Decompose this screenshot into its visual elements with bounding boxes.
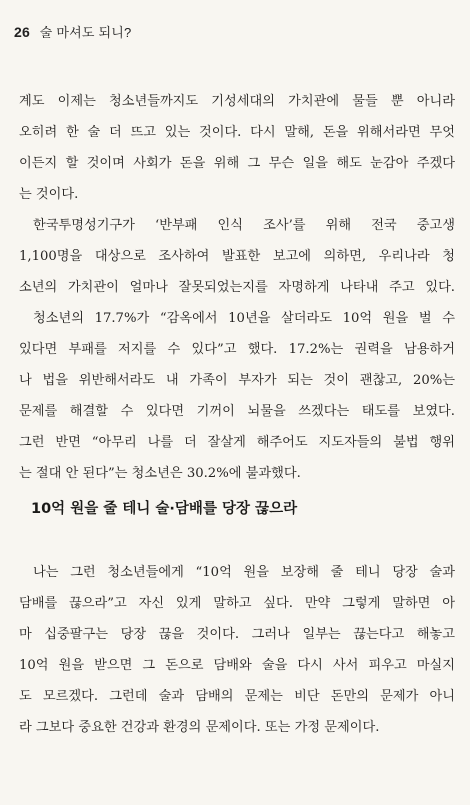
text-line: 문제를 해결할 수 있다면 기꺼이 뇌물을 쓰겠다는 태도를 보였다. bbox=[19, 404, 455, 419]
text-line: 는 절대 안 된다”는 청소년은 30.2%에 불과했다. bbox=[19, 466, 301, 481]
text-line: 있다면 부패를 저지를 수 있다”고 했다. 17.2%는 권력을 남용하거 bbox=[19, 342, 455, 357]
text-line: 담배를 끊으라”고 자신 있게 말하고 싶다. 만약 그렇게 말하면 아 bbox=[19, 596, 455, 611]
running-header-title: 술 마셔도 되니? bbox=[39, 25, 132, 40]
text-line: 소년의 가치관이 얼마나 잘못되었는지를 자명하게 나타내 주고 있다. bbox=[19, 280, 455, 295]
body-text-bottom bbox=[19, 557, 455, 743]
text-line: 1,100명을 대상으로 조사하여 발표한 보고에 의하면, 우리나라 청 bbox=[19, 249, 455, 264]
text-line: 이든지 할 것이며 사회가 돈을 위해 그 무슨 일을 해도 눈감아 주겠다 bbox=[19, 156, 455, 171]
section-heading: 10억 원을 줄 테니 술·담배를 당장 끊으라 bbox=[31, 501, 298, 517]
text-line: 그런 반면 “아무리 나를 더 잘살게 해주어도 지도자들의 불법 행위 bbox=[19, 435, 455, 450]
page-number: 26 bbox=[14, 24, 30, 40]
text-line: 도 모르겠다. 그런데 술과 담배의 문제는 비단 돈만의 문제가 아니 bbox=[19, 689, 455, 704]
text-line: 나 법을 위반해서라도 내 가족이 부자가 되는 것이 괜찮고, 20%는 bbox=[19, 373, 455, 388]
text-line: 계도 이제는 청소년들까지도 기성세대의 가치관에 물들 뿐 아니라 bbox=[19, 94, 455, 109]
text-line: 10억 원을 받으면 그 돈으로 담배와 술을 다시 사서 피우고 마실지 bbox=[19, 658, 455, 673]
text-line: 청소년의 17.7%가 “감옥에서 10년을 살더라도 10억 원을 벌 수 bbox=[33, 311, 455, 326]
running-header bbox=[14, 22, 131, 41]
text-line: 는 것이다. bbox=[19, 187, 79, 202]
text-line: 오히려 한 술 더 뜨고 있는 것이다. 다시 말해, 돈을 위해서라면 무엇 bbox=[19, 125, 455, 140]
text-line: 나는 그런 청소년들에게 “10억 원을 보장해 줄 테니 당장 술과 bbox=[33, 565, 455, 580]
text-line: 라 그보다 중요한 건강과 환경의 문제이다. 또는 가정 문제이다. bbox=[19, 720, 380, 735]
text-line: 한국투명성기구가 ‘반부패 인식 조사’를 위해 전국 중고생 bbox=[33, 218, 455, 233]
paragraph bbox=[19, 210, 455, 489]
body-text-top bbox=[19, 86, 455, 489]
paragraph bbox=[19, 557, 455, 743]
text-line: 마 십중팔구는 당장 끊을 것이다. 그러나 일부는 끊는다고 해놓고 bbox=[19, 627, 455, 642]
paragraph bbox=[19, 86, 455, 210]
